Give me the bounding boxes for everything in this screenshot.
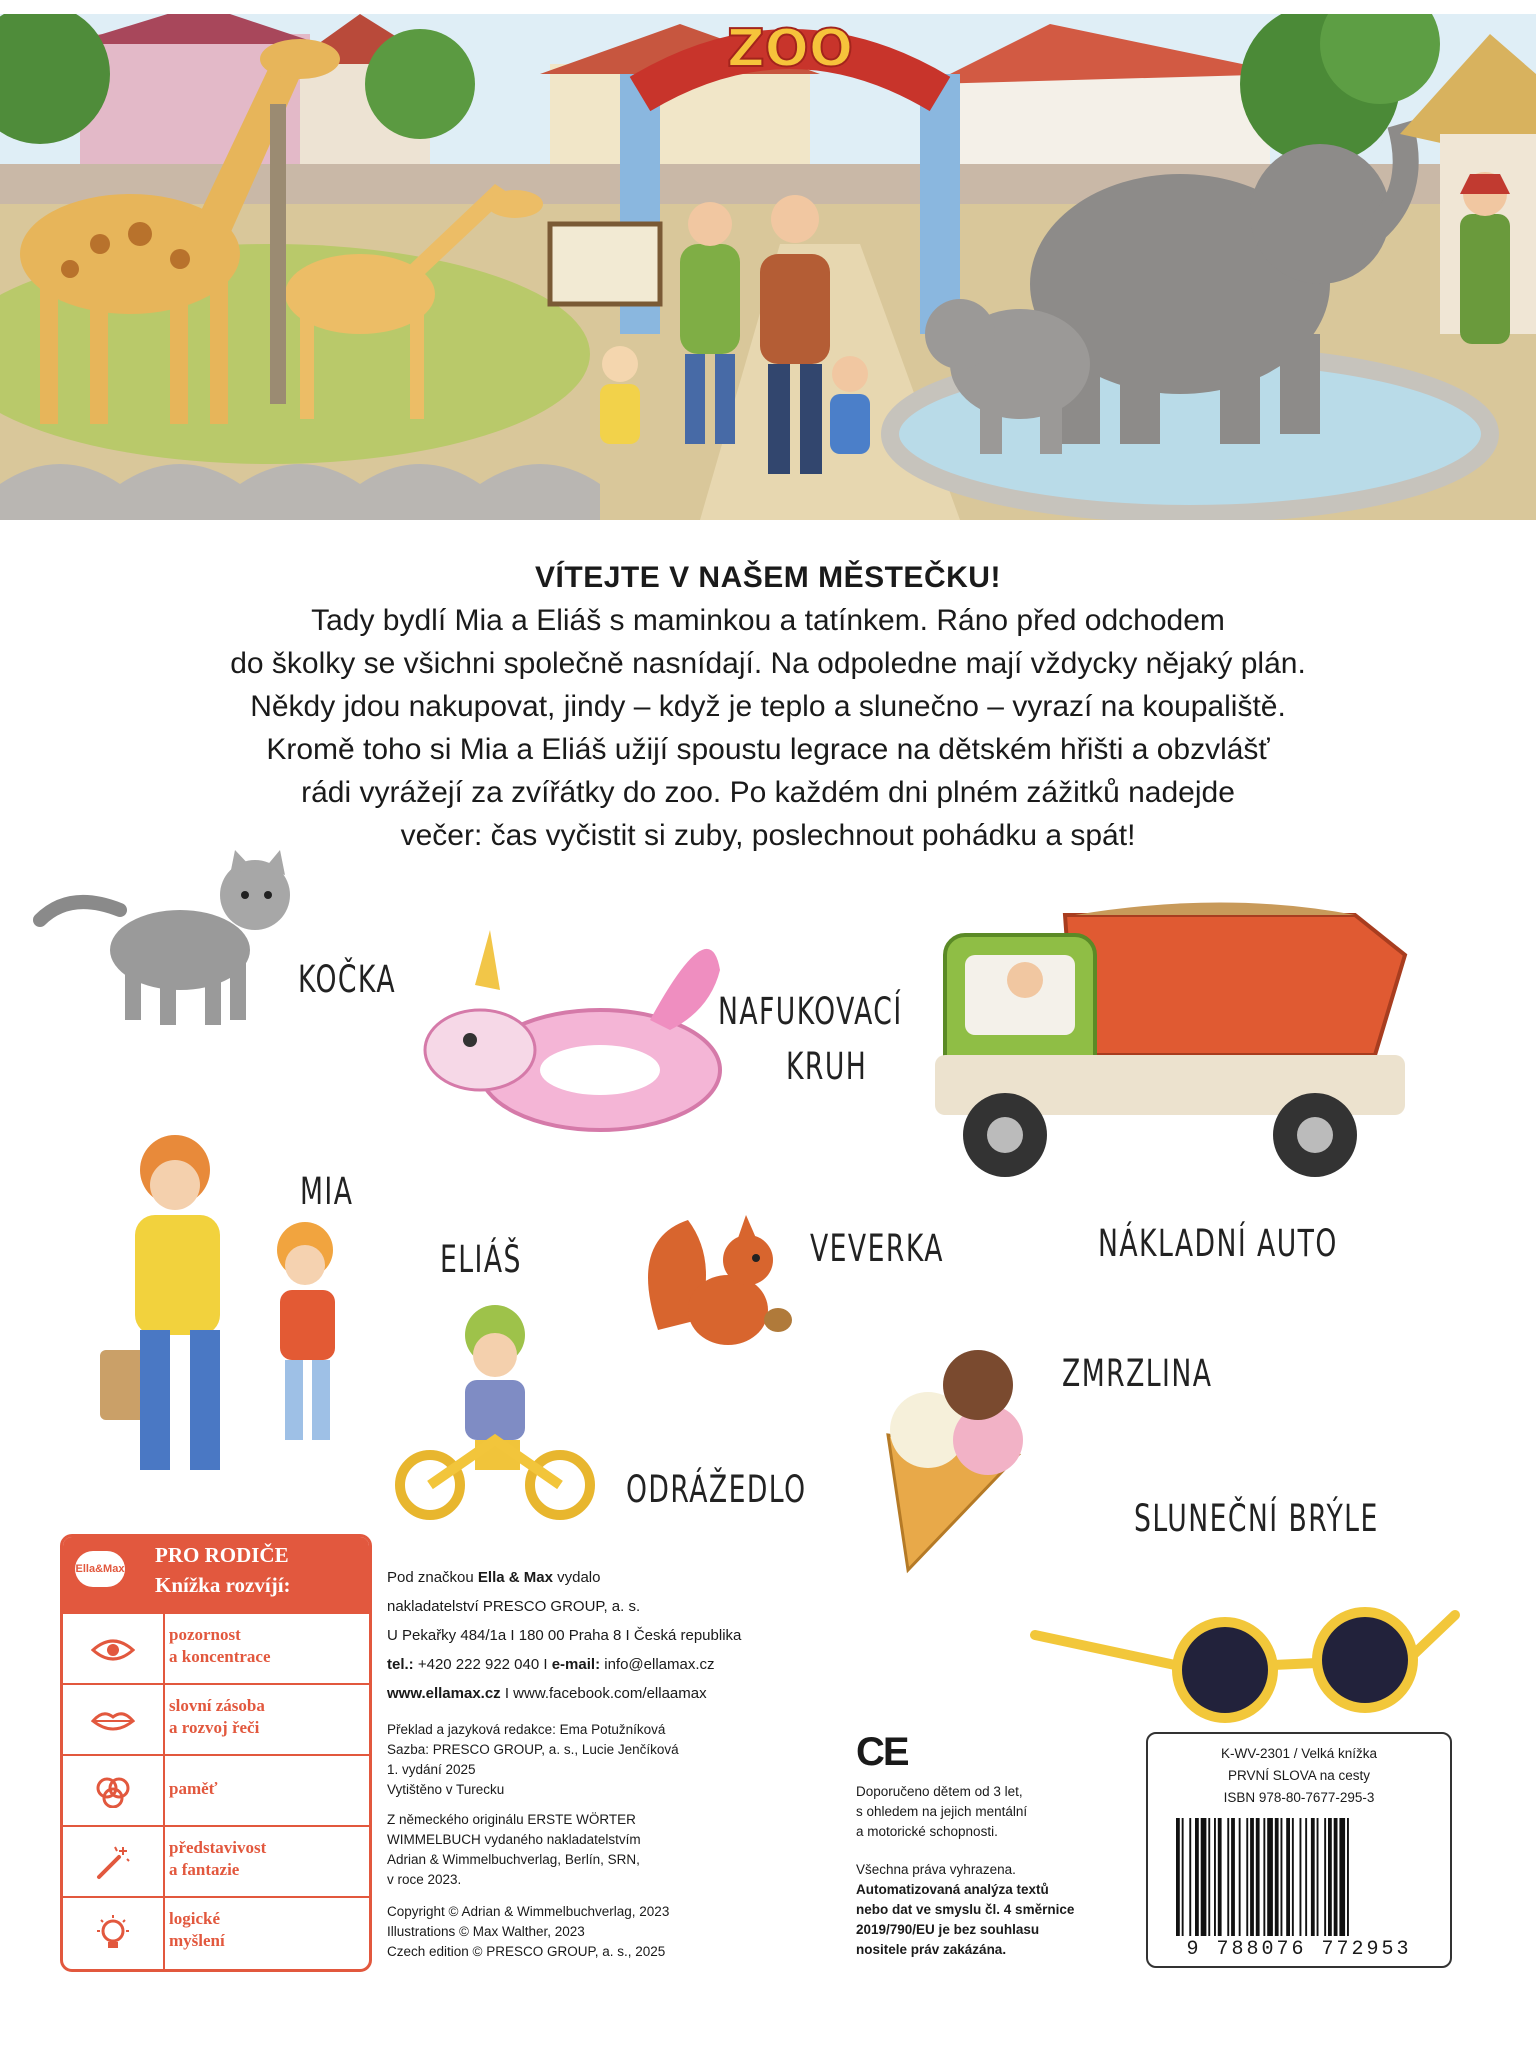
credits-line: Překlad a jazyková redakce: Ema Potužníková	[387, 1722, 666, 1737]
skill-label: slovní zásoba	[169, 1696, 265, 1715]
sunglasses-illustration	[1025, 1575, 1465, 1725]
rights-note: Všechna práva vyhrazena.	[856, 1862, 1016, 1877]
intro-line: Tady bydlí Mia a Eliáš s maminkou a tatínkem. Ráno před odchodem	[311, 604, 1225, 637]
origin-line: v roce 2023.	[387, 1872, 462, 1887]
barcode-number: 9 788076 772953	[1186, 1938, 1412, 1961]
skill-label: a fantazie	[169, 1860, 240, 1879]
label-veverka: VEVERKA	[810, 1227, 944, 1270]
age-note: a motorické schopnosti.	[856, 1824, 998, 1839]
intro-text	[140, 556, 1396, 857]
intro-line: do školky se všichni společně nasnídají. Na odpoledne mají vždycky nějaký plán.	[230, 647, 1306, 680]
age-note: Doporučeno dětem od 3 let,	[856, 1784, 1023, 1799]
rights-note: nebo dat ve smyslu čl. 4 směrnice	[856, 1902, 1075, 1917]
barcode-box	[1146, 1732, 1452, 1968]
publisher-line: Pod značkou Ella & Max vydalo	[387, 1569, 601, 1586]
rock-wall	[0, 464, 600, 520]
parents-box-title: PRO RODIČE	[155, 1543, 289, 1567]
cat-illustration	[30, 850, 290, 1030]
skill-row	[63, 1612, 369, 1685]
isbn: ISBN 978-80-7677-295-3	[1223, 1790, 1375, 1805]
parents-box-header	[63, 1537, 369, 1612]
copyright-line: Illustrations © Max Walther, 2023	[387, 1924, 585, 1939]
copyright-line: Czech edition © PRESCO GROUP, a. s., 2025	[387, 1944, 666, 1959]
skill-row	[63, 1896, 369, 1969]
dump-truck-illustration	[935, 895, 1415, 1205]
zoo-sign: ZOO	[726, 19, 854, 79]
rights-note: Automatizovaná analýza textů	[856, 1882, 1049, 1897]
label-nafukovaci: NAFUKOVACÍ	[718, 990, 903, 1033]
label-kocka: KOČKA	[298, 958, 397, 1001]
age-note: s ohledem na jejich mentální	[856, 1804, 1028, 1819]
copyright-line: Copyright © Adrian & Wimmelbuchverlag, 2023	[387, 1904, 670, 1919]
intro-line: Kromě toho si Mia a Eliáš užijí spoustu legrace na dětském hřišti a obzvlášť	[266, 733, 1270, 766]
rights-note: 2019/790/EU je bez souhlasu	[856, 1922, 1040, 1937]
credits-line: 1. vydání 2025	[387, 1762, 476, 1777]
skill-row	[63, 1683, 369, 1756]
origin-line: Z německého originálu ERSTE WÖRTER	[387, 1812, 636, 1827]
product-code: K-WV-2301 / Velká knížka	[1220, 1746, 1378, 1761]
label-slunecni-bryle: SLUNEČNÍ BRÝLE	[1134, 1497, 1379, 1540]
parents-info-box	[60, 1534, 372, 1972]
parents-box-subtitle: Knížka rozvíjí:	[155, 1573, 291, 1597]
origin-line: Adrian & Wimmelbuchverlag, Berlín, SRN,	[387, 1852, 640, 1867]
origin-line: WIMMELBUCH vydaného nakladatelstvím	[387, 1832, 641, 1847]
ce-mark: CE	[856, 1730, 908, 1774]
intro-line: rádi vyrážejí za zvířátky do zoo. Po každém dni plném zážitků nadejde	[301, 776, 1235, 809]
label-nakladni-auto: NÁKLADNÍ AUTO	[1098, 1222, 1338, 1265]
intro-line: Někdy jdou nakupovat, jindy – když je teplo a slunečno – vyrazí na koupaliště.	[250, 690, 1286, 723]
lightbulb-icon	[95, 1915, 131, 1953]
magic-wand-icon	[95, 1845, 131, 1881]
credits-line: Vytištěno v Turecku	[387, 1782, 505, 1797]
zoo-illustration	[0, 14, 1536, 520]
publisher-address: U Pekařky 484/1a I 180 00 Praha 8 I Česká republika	[387, 1627, 742, 1644]
inflatable-unicorn-illustration	[420, 910, 730, 1150]
eye-icon	[91, 1636, 135, 1664]
skill-row	[63, 1754, 369, 1827]
skill-label: myšlení	[169, 1931, 225, 1950]
credits-line: Sazba: PRESCO GROUP, a. s., Lucie Jenčíková	[387, 1742, 679, 1757]
label-mia: MIA	[300, 1170, 354, 1213]
skill-row	[63, 1825, 369, 1898]
label-kruh: KRUH	[786, 1045, 868, 1088]
product-title: PRVNÍ SLOVA na cesty	[1227, 1768, 1371, 1783]
brain-icon	[95, 1776, 131, 1808]
rights-note: nositele práv zakázána.	[856, 1942, 1007, 1957]
publisher-web: www.ellamax.cz I www.facebook.com/ellaamax	[387, 1685, 707, 1702]
ella-max-logo: Ella&Max	[75, 1551, 125, 1587]
skill-label: a rozvoj řeči	[169, 1718, 260, 1737]
barcode-icon	[1174, 1818, 1424, 1938]
intro-title: VÍTEJTE V NAŠEM MĚSTEČKU!	[535, 561, 1001, 594]
skill-label: logické	[169, 1909, 220, 1928]
label-odrazedlo: ODRÁŽEDLO	[626, 1468, 807, 1511]
publisher-contact: tel.: +420 222 922 040 I e-mail: info@ellamax.cz	[387, 1656, 715, 1673]
skill-label: a koncentrace	[169, 1647, 271, 1666]
skill-label: pozornost	[169, 1625, 241, 1644]
lips-icon	[91, 1707, 135, 1735]
skill-label: představivost	[169, 1838, 267, 1857]
label-zmrzlina: ZMRZLINA	[1062, 1352, 1213, 1395]
intro-line: večer: čas vyčistit si zuby, poslechnout pohádku a spát!	[400, 819, 1136, 852]
squirrel-illustration	[628, 1200, 798, 1360]
label-elias: ELIÁŠ	[440, 1238, 522, 1281]
publisher-line: nakladatelství PRESCO GROUP, a. s.	[387, 1598, 641, 1615]
skill-label: paměť	[169, 1779, 218, 1798]
ice-cream-illustration	[868, 1345, 1058, 1575]
elias-balance-bike-illustration	[395, 1300, 595, 1530]
